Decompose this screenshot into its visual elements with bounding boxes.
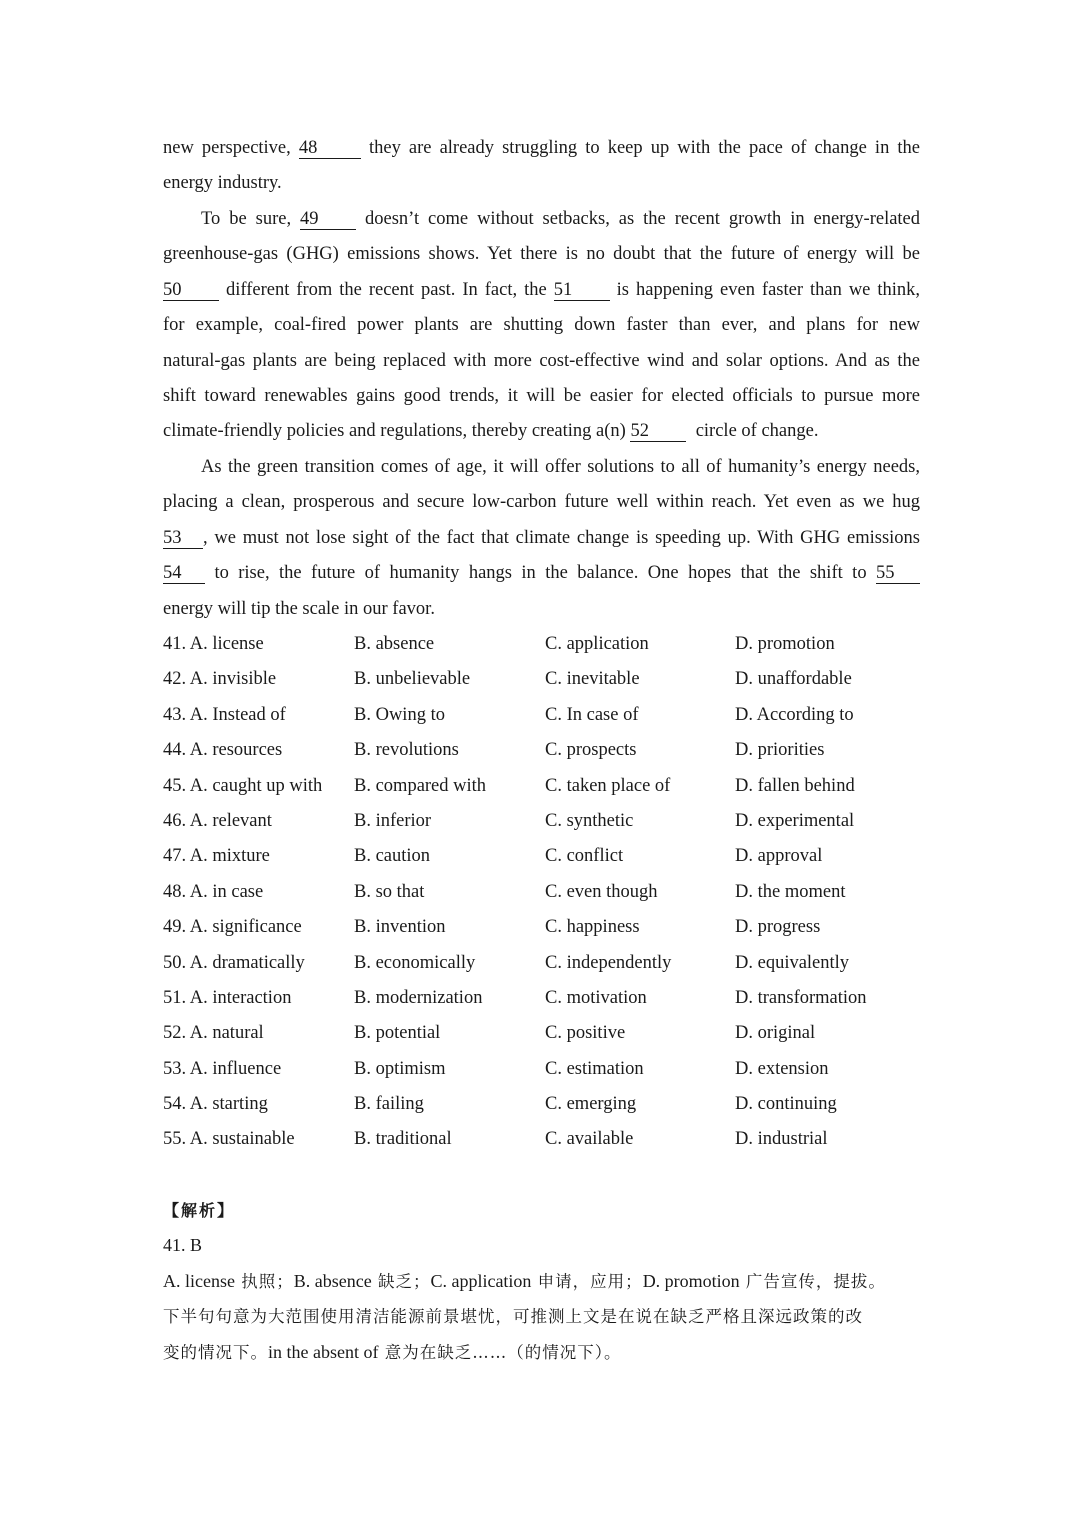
passage-line: energy industry. bbox=[163, 173, 282, 194]
option-a: 41. A. license bbox=[163, 634, 264, 654]
option-b: B. so that bbox=[354, 881, 425, 902]
passage-text: climate-friendly policies and regulations, thereby creating a(n) bbox=[163, 421, 626, 442]
option-c: C. estimation bbox=[545, 1058, 644, 1079]
analysis-text: A. license bbox=[163, 1270, 235, 1291]
passage-text: they are already struggling to keep up with the pace of change in the bbox=[368, 138, 921, 158]
option-b: B. traditional bbox=[354, 1129, 452, 1150]
option-a: 55. A. sustainable bbox=[163, 1129, 295, 1150]
option-d: D. equivalently bbox=[735, 952, 850, 973]
option-d: D. original bbox=[735, 1023, 816, 1044]
option-b: B. economically bbox=[354, 952, 476, 973]
passage-paragraph-2 bbox=[163, 202, 920, 450]
option-d: D. promotion bbox=[735, 634, 835, 654]
option-b: B. unbelievable bbox=[354, 669, 471, 690]
analysis-text: 执照； bbox=[234, 1271, 294, 1291]
option-c: C. motivation bbox=[545, 987, 647, 1008]
blank-50: 50 bbox=[163, 280, 219, 301]
option-d: D. experimental bbox=[735, 810, 855, 831]
blank-52: 52 bbox=[630, 421, 686, 442]
option-a: 53. A. influence bbox=[163, 1058, 282, 1079]
passage-line: shift toward renewables gains good trends, it will be easier for elected officials to pursue more bbox=[163, 385, 920, 406]
option-c: C. prospects bbox=[545, 740, 637, 761]
passage-text: to rise, the future of humanity hangs in the balance. One hopes that the shift to bbox=[214, 563, 867, 584]
option-d: D. approval bbox=[735, 846, 823, 867]
analysis-text: 意为在缺乏……（的情况下）。 bbox=[378, 1342, 622, 1362]
passage-line: greenhouse-gas (GHG) emissions shows. Yet there is no doubt that the future of energy will be bbox=[163, 244, 920, 265]
option-b: B. modernization bbox=[354, 987, 483, 1008]
analysis-text: 广告宣传，提拔。 bbox=[739, 1271, 886, 1291]
option-d: D. priorities bbox=[735, 740, 825, 761]
option-a: 54. A. starting bbox=[163, 1094, 268, 1115]
option-c: C. even though bbox=[545, 881, 658, 902]
option-a: 43. A. Instead of bbox=[163, 704, 286, 725]
option-d: D. transformation bbox=[735, 987, 867, 1008]
option-b: B. compared with bbox=[354, 775, 487, 796]
option-c: C. positive bbox=[545, 1023, 626, 1044]
passage-text: different from the recent past. In fact, the bbox=[225, 279, 547, 300]
option-a: 48. A. in case bbox=[163, 881, 264, 902]
blank-49: 49 bbox=[300, 209, 356, 230]
blank-53: 53 bbox=[163, 528, 203, 549]
passage-line: As the green transition comes of age, it will offer solutions to all of humanity’s energy needs, bbox=[201, 457, 920, 477]
option-d: D. continuing bbox=[735, 1094, 837, 1115]
analysis-line bbox=[163, 1335, 923, 1370]
option-b: B. optimism bbox=[354, 1058, 446, 1079]
blank-55: 55 bbox=[876, 563, 920, 584]
analysis-text: 缺乏； bbox=[371, 1271, 431, 1291]
passage-line bbox=[163, 273, 920, 308]
passage-text: is happening even faster than we think, bbox=[616, 279, 921, 300]
analysis-text: in the absent of bbox=[268, 1341, 379, 1362]
blank-48: 48 bbox=[299, 138, 361, 159]
option-d: D. According to bbox=[735, 704, 854, 725]
option-b: B. revolutions bbox=[354, 740, 459, 761]
option-b: B. caution bbox=[354, 846, 431, 867]
option-a: 47. A. mixture bbox=[163, 846, 270, 867]
option-c: C. conflict bbox=[545, 846, 624, 867]
option-d: D. industrial bbox=[735, 1129, 828, 1150]
passage-line bbox=[163, 414, 920, 449]
option-b: B. Owing to bbox=[354, 704, 445, 725]
option-c: C. In case of bbox=[545, 704, 639, 725]
option-a: 52. A. natural bbox=[163, 1023, 264, 1044]
analysis-section bbox=[163, 1193, 923, 1370]
passage-line: natural-gas plants are being replaced with more cost-effective wind and solar options. And as the bbox=[163, 350, 920, 371]
passage-text: , we must not lose sight of the fact that climate change is speeding up. With GHG emissions bbox=[203, 527, 920, 548]
option-c: C. application bbox=[545, 634, 649, 654]
passage-text: new perspective, bbox=[163, 138, 291, 158]
passage-line: placing a clean, prosperous and secure low-carbon future well within reach. Yet even as we hug bbox=[163, 492, 920, 513]
blank-54: 54 bbox=[163, 563, 205, 584]
option-b: B. potential bbox=[354, 1023, 441, 1044]
passage-paragraph-1 bbox=[163, 131, 920, 202]
option-c: C. inevitable bbox=[545, 669, 640, 690]
option-c: C. taken place of bbox=[545, 775, 671, 796]
option-a: 44. A. resources bbox=[163, 740, 283, 761]
option-d: D. the moment bbox=[735, 881, 846, 902]
option-c: C. emerging bbox=[545, 1094, 637, 1115]
analysis-text: 申请，应用； bbox=[531, 1271, 643, 1291]
option-d: D. unaffordable bbox=[735, 669, 852, 690]
passage-paragraph-3 bbox=[163, 450, 920, 627]
analysis-heading: 【解析】 bbox=[163, 1201, 236, 1220]
option-a: 46. A. relevant bbox=[163, 810, 272, 831]
passage-line: for example, coal-fired power plants are shutting down faster than ever, and plans for new bbox=[163, 315, 920, 336]
answer-key: 41. B bbox=[163, 1235, 203, 1256]
analysis-line bbox=[163, 1264, 923, 1299]
option-d: D. extension bbox=[735, 1058, 829, 1079]
option-b: B. invention bbox=[354, 917, 446, 938]
option-c: C. independently bbox=[545, 952, 672, 973]
analysis-text: D. promotion bbox=[642, 1270, 740, 1291]
option-d: D. progress bbox=[735, 917, 821, 938]
option-c: C. happiness bbox=[545, 917, 640, 938]
passage-text: circle of change. bbox=[695, 421, 819, 442]
analysis-text: B. absence bbox=[293, 1270, 372, 1291]
option-a: 49. A. significance bbox=[163, 917, 302, 938]
option-a: 42. A. invisible bbox=[163, 669, 277, 690]
option-b: B. inferior bbox=[354, 810, 432, 831]
option-a: 50. A. dramatically bbox=[163, 952, 305, 973]
blank-51: 51 bbox=[554, 280, 610, 301]
passage-line bbox=[163, 131, 920, 166]
option-a: 51. A. interaction bbox=[163, 987, 292, 1008]
analysis-line: 下半句句意为大范围使用清洁能源前景堪忧，可推测上文是在说在缺乏严格且深远政策的改 bbox=[163, 1307, 863, 1327]
analysis-text: 变的情况下。 bbox=[163, 1342, 268, 1362]
passage-text: To be sure, bbox=[201, 209, 292, 229]
option-b: B. failing bbox=[354, 1094, 424, 1115]
passage-line: energy will tip the scale in our favor. bbox=[163, 598, 435, 619]
passage-line bbox=[163, 202, 920, 237]
option-b: B. absence bbox=[354, 634, 435, 654]
passage-line bbox=[163, 556, 920, 591]
passage-line bbox=[163, 521, 920, 556]
passage-text: doesn’t come without setbacks, as the recent growth in energy-related bbox=[364, 209, 921, 229]
option-d: D. fallen behind bbox=[735, 775, 855, 796]
option-c: C. available bbox=[545, 1129, 634, 1150]
analysis-text: C. application bbox=[430, 1270, 532, 1291]
option-a: 45. A. caught up with bbox=[163, 775, 323, 796]
option-c: C. synthetic bbox=[545, 810, 634, 831]
